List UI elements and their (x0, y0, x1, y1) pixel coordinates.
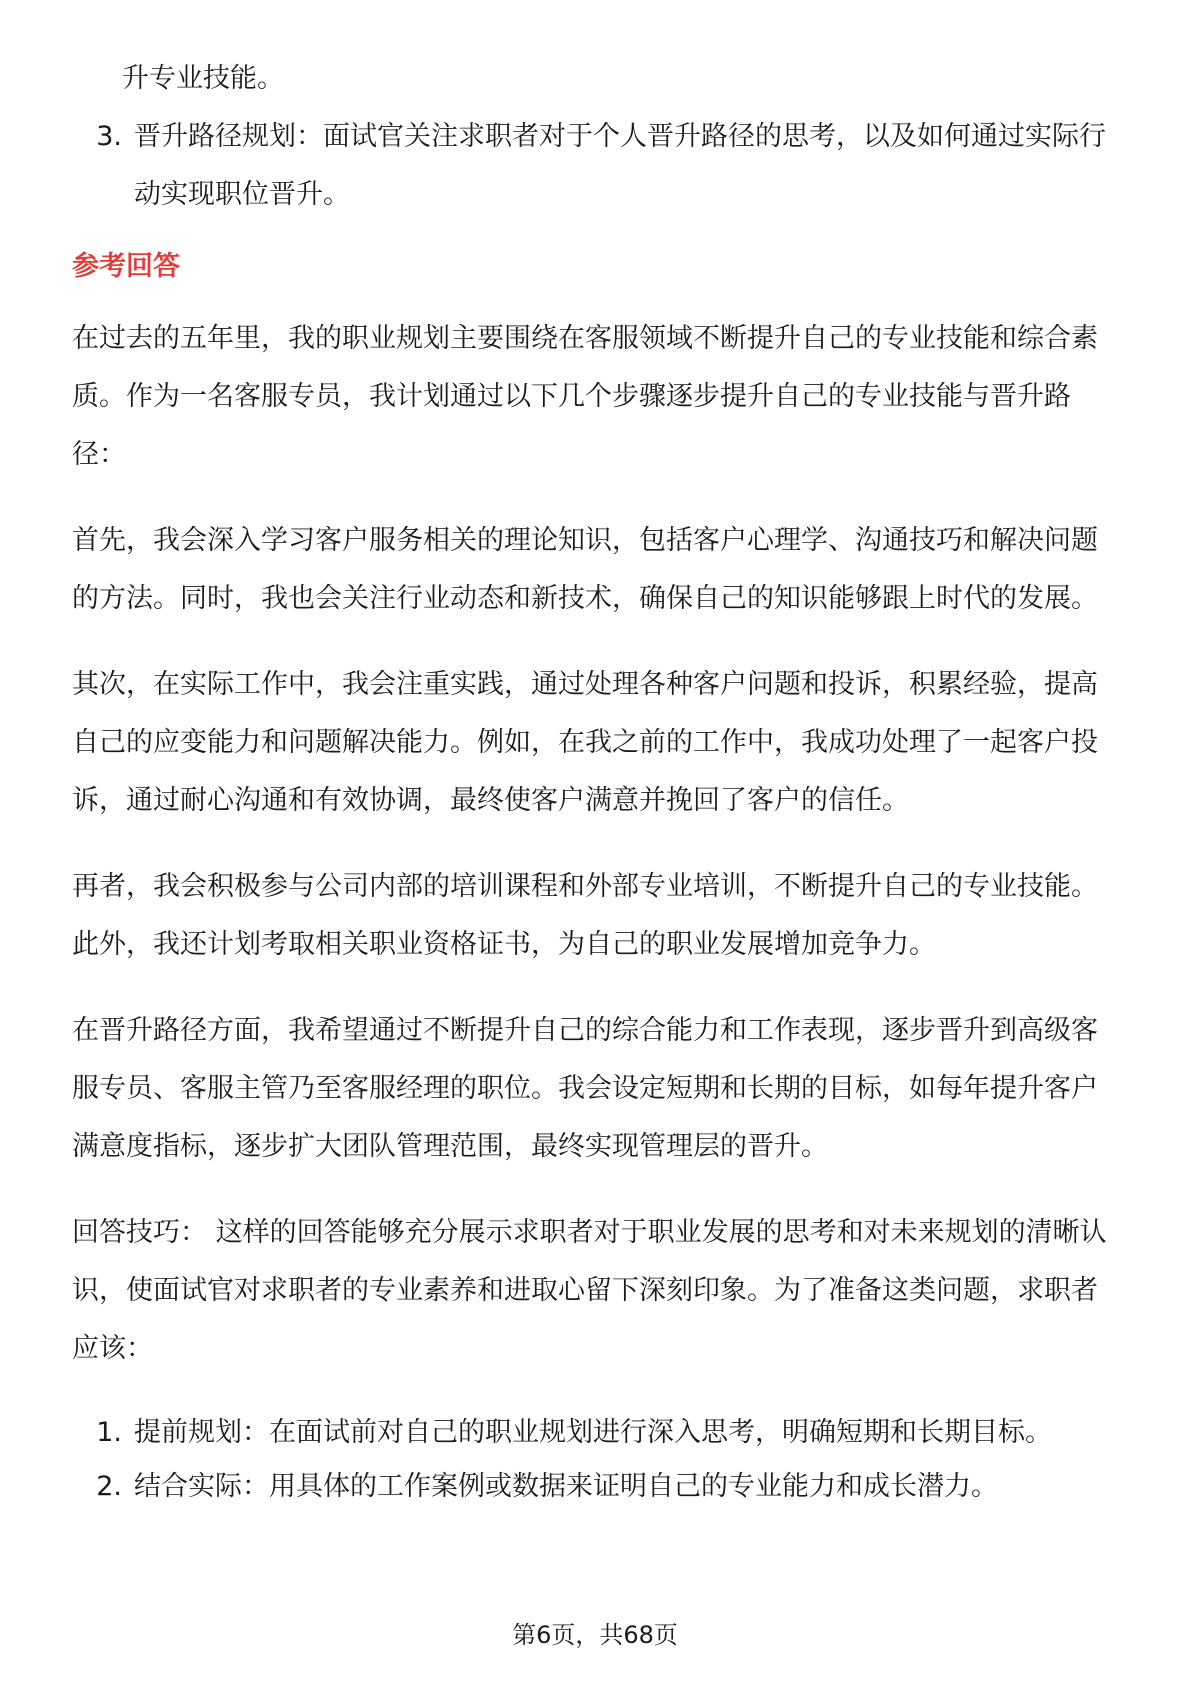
list-item-text: 提前规划：在面试前对自己的职业规划进行深入思考，明确短期和长期目标。 (134, 1417, 1052, 1448)
list-number: 1. (96, 1417, 122, 1448)
document-content (72, 50, 1122, 1514)
list-item-text: 结合实际：用具体的工作案例或数据来证明自己的专业能力和成长潜力。 (134, 1471, 998, 1502)
list-item (72, 108, 1122, 224)
page-number-footer: 第6页，共68页 (512, 1621, 678, 1649)
paragraph: 其次，在实际工作中，我会注重实践，通过处理各种客户问题和投诉，积累经验，提高自己的应变能力和问题解决能力。例如，在我之前的工作中，我成功处理了一起客户投诉，通过耐心沟通和有效协调，最终使客户满意并挽回了客户的信任。 (72, 669, 1098, 816)
list-item (72, 1406, 1122, 1460)
paragraph: 再者，我会积极参与公司内部的培训课程和外部专业培训，不断提升自己的专业技能。此外，我还计划考取相关职业资格证书，为自己的职业发展增加竞争力。 (72, 871, 1098, 960)
section-title: 参考回答 (72, 251, 180, 282)
list-number: 2. (96, 1471, 122, 1502)
list-item (72, 1460, 1122, 1514)
paragraph: 在过去的五年里，我的职业规划主要围绕在客服领域不断提升自己的专业技能和综合素质。作为一名客服专员，我计划通过以下几个步骤逐步提升自己的专业技能与晋升路径： (72, 323, 1098, 470)
list-item-text: 晋升路径规划：面试官关注求职者对于个人晋升路径的思考，以及如何通过实际行动实现职位晋升。 (134, 121, 1106, 210)
paragraph: 首先，我会深入学习客户服务相关的理论知识，包括客户心理学、沟通技巧和解决问题的方法。同时，我也会关注行业动态和新技术，确保自己的知识能够跟上时代的发展。 (72, 525, 1098, 614)
paragraph: 回答技巧： 这样的回答能够充分展示求职者对于职业发展的思考和对未来规划的清晰认识，使面试官对求职者的专业素养和进取心留下深刻印象。为了准备这类问题，求职者应该： (72, 1217, 1107, 1364)
bottom-list (72, 1406, 1122, 1514)
list-item-text: 升专业技能。 (122, 63, 284, 94)
paragraph: 在晋升路径方面，我希望通过不断提升自己的综合能力和工作表现，逐步晋升到高级客服专员、客服主管乃至客服经理的职位。我会设定短期和长期的目标，如每年提升客户满意度指标，逐步扩大团队管理范围，最终实现管理层的晋升。 (72, 1015, 1098, 1162)
list-item-continuation (72, 50, 1122, 108)
list-number: 3. (96, 121, 122, 152)
top-list (72, 50, 1122, 224)
